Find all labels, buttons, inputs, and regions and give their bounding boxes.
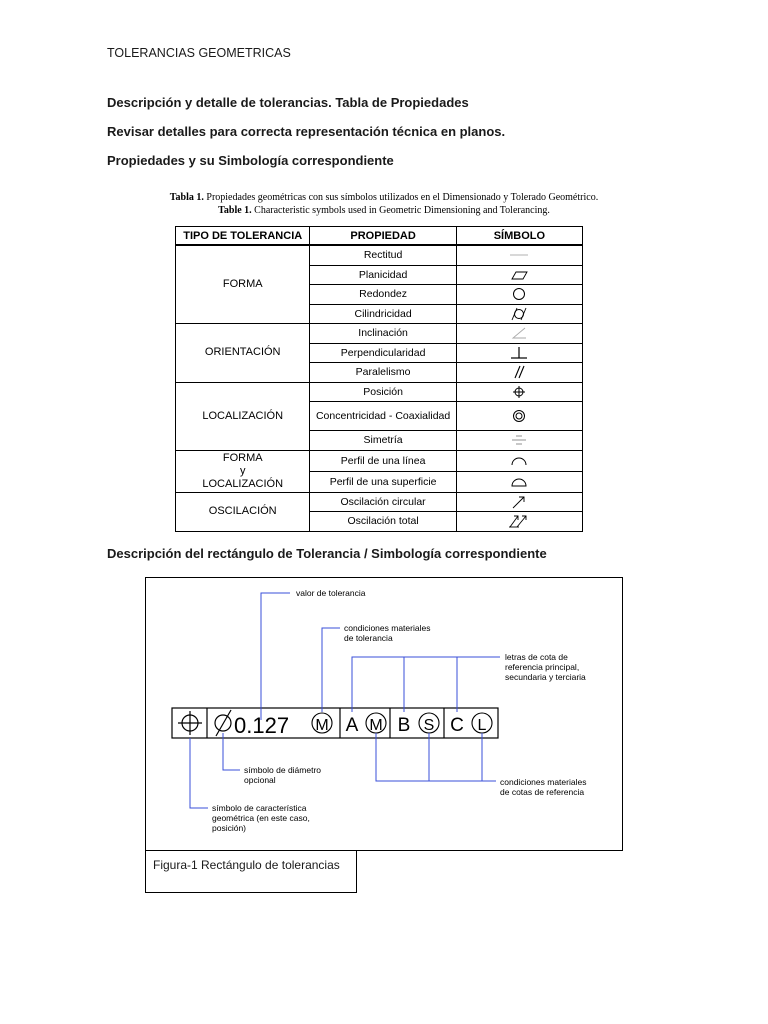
datum-b: B: [397, 715, 411, 736]
group-forma-localizacion: FORMA y LOCALIZACIÓN: [176, 450, 310, 492]
annotation-datum-material-condition: condiciones materiales de cotas de referencia: [500, 777, 587, 797]
table-caption-en: Table 1. Characteristic symbols used in Geometric Dimensioning and Tolerancing.: [218, 205, 550, 216]
heading-properties: Propiedades y su Simbología correspondiente: [107, 153, 394, 168]
heading-review: Revisar detalles para correcta representación técnica en planos.: [107, 124, 506, 139]
header-symbol: SÍMBOLO: [456, 227, 582, 246]
annotation-material-condition: condiciones materiales de tolerancia: [344, 623, 431, 643]
property-cell: Inclinación: [310, 324, 456, 344]
property-cell: Simetría: [310, 431, 456, 451]
document-title: TOLERANCIAS GEOMETRICAS: [107, 46, 291, 60]
datum-b-modifier: S: [423, 717, 435, 734]
feature-control-frame: [172, 708, 498, 738]
annotation-datum-letters: letras de cota de referencia principal, secundaria y terciaria: [505, 652, 586, 682]
property-cell: Perpendicularidad: [310, 343, 456, 363]
group-orientacion: ORIENTACIÓN: [176, 324, 310, 383]
position-symbol-icon: [178, 711, 202, 735]
header-property: PROPIEDAD: [310, 227, 456, 246]
annotation-characteristic-symbol: símbolo de característica geométrica (en este caso, posición): [212, 803, 310, 833]
group-forma: FORMA: [176, 245, 310, 324]
property-cell: Oscilación circular: [310, 492, 456, 512]
figure-caption: Figura-1 Rectángulo de tolerancias: [153, 858, 340, 872]
mmc-letter: M: [315, 717, 329, 734]
heading-tolerance-frame: Descripción del rectángulo de Tolerancia / Simbología correspondiente: [107, 546, 547, 561]
header-tolerance-type: TIPO DE TOLERANCIA: [176, 227, 310, 246]
heading-description: Descripción y detalle de tolerancias. Tabla de Propiedades: [107, 95, 469, 110]
property-cell: Paralelismo: [310, 363, 456, 383]
property-cell: Posición: [310, 382, 456, 402]
property-cell: Rectitud: [310, 245, 456, 265]
tolerance-value: 0.127: [234, 713, 290, 738]
property-cell: Redondez: [310, 285, 456, 305]
property-cell: Perfil de una línea: [310, 450, 456, 471]
table-caption-es: Tabla 1. Propiedades geométricas con sus símbolos utilizados en el Dimensionado y Tolerado Geométrico.: [169, 192, 599, 203]
datum-a: A: [345, 715, 359, 736]
group-localizacion: LOCALIZACIÓN: [176, 382, 310, 450]
property-cell: Perfil de una superficie: [310, 471, 456, 492]
datum-c: C: [450, 715, 464, 736]
annotation-diameter-symbol: símbolo de diámetro opcional: [244, 765, 322, 785]
diameter-symbol-icon: [215, 710, 231, 736]
datum-a-modifier: M: [369, 717, 383, 734]
datum-c-modifier: L: [477, 717, 487, 734]
annotation-tolerance-value: valor de tolerancia: [296, 588, 366, 598]
property-cell: Concentricidad - Coaxialidad: [310, 402, 456, 431]
group-oscilacion: OSCILACIÓN: [176, 492, 310, 531]
property-cell: Cilindricidad: [310, 304, 456, 324]
property-cell: Oscilación total: [310, 512, 456, 532]
property-cell: Planicidad: [310, 265, 456, 285]
